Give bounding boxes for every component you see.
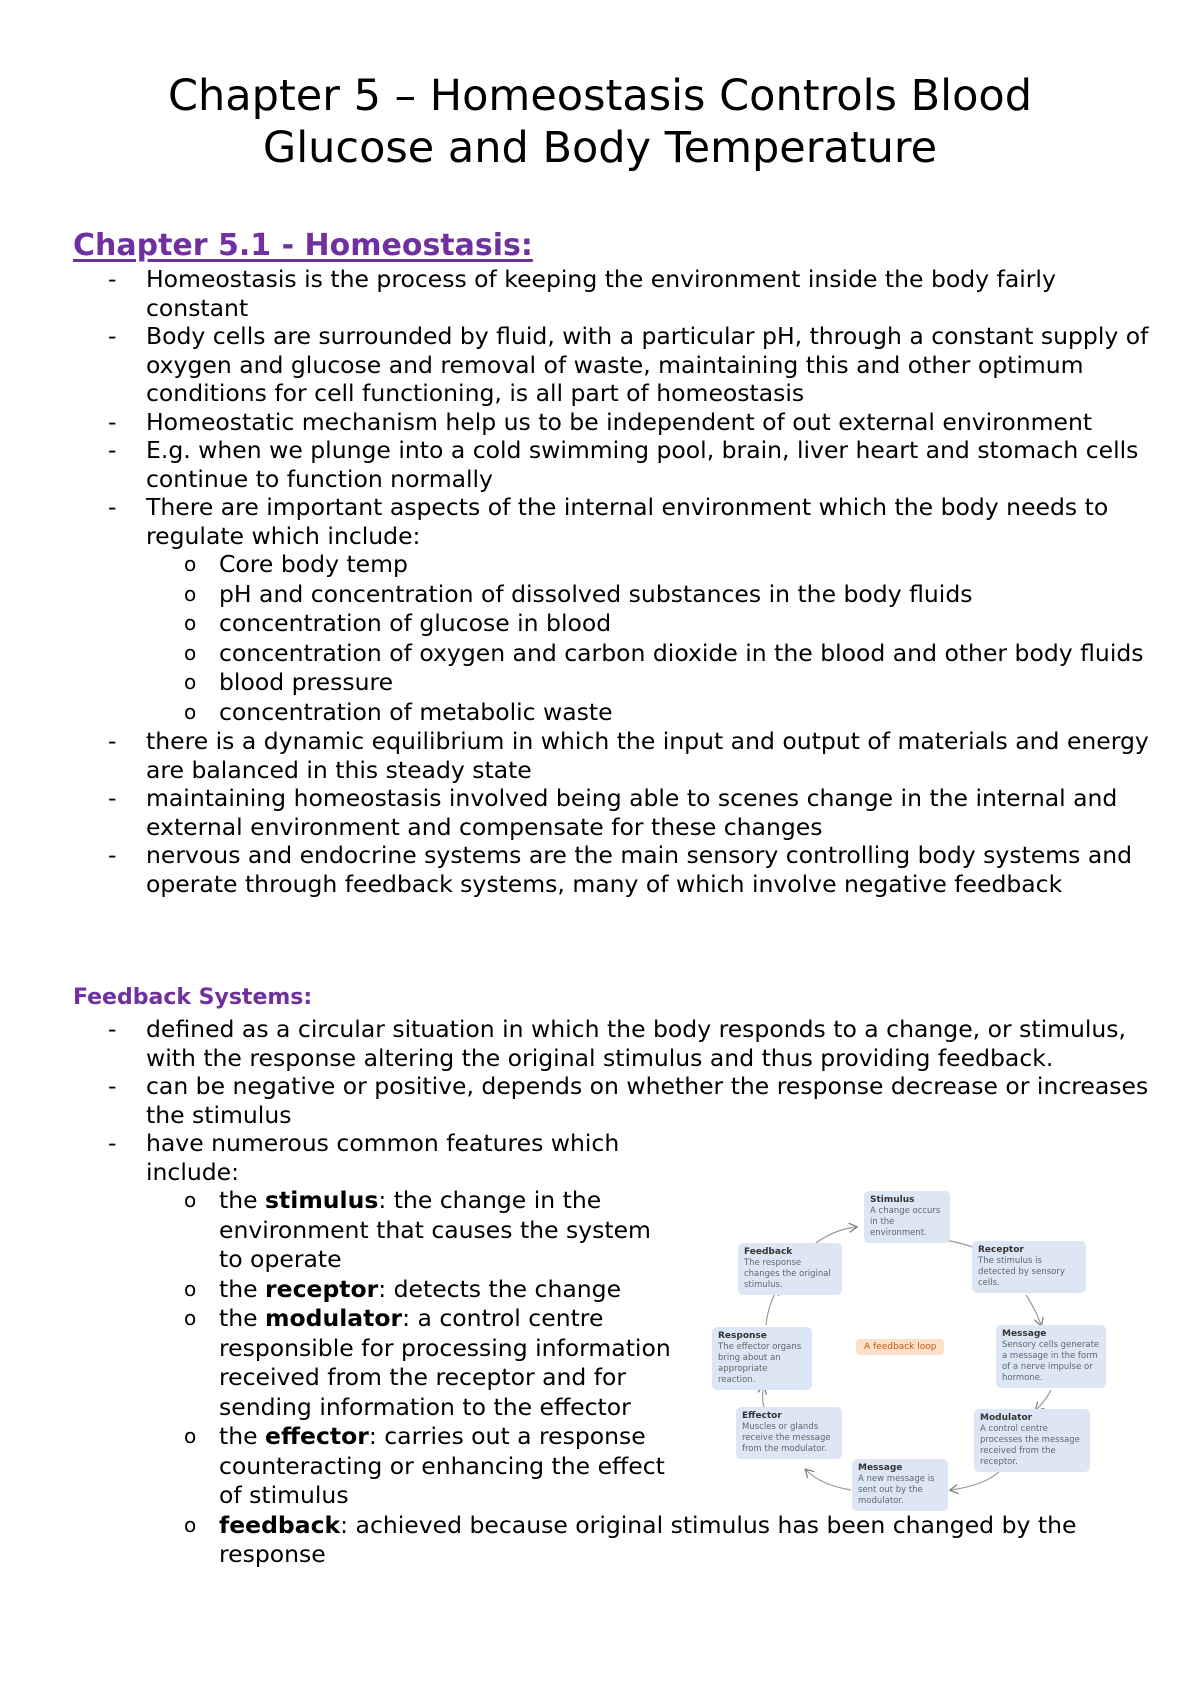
node-description: A change occurs in the environment. xyxy=(870,1206,941,1238)
node-title: Message xyxy=(858,1463,903,1473)
title-line-2: Glucose and Body Temperature xyxy=(262,123,938,173)
feedback-loop-diagram xyxy=(706,1185,1106,1515)
arrow-message-effector xyxy=(806,1470,851,1490)
node-description: Muscles or glands receive the message from the modulator. xyxy=(742,1422,831,1454)
feature-term: feedback xyxy=(219,1510,341,1539)
title-line-1: Chapter 5 – Homeostasis Controls Blood xyxy=(168,71,1032,121)
sub-list-item: o blood pressure xyxy=(146,668,1160,698)
list-item xyxy=(0,493,1200,727)
node-title: Message xyxy=(1002,1329,1047,1339)
feature-description: : the change in the environment that causes the system to operate xyxy=(219,1186,651,1273)
list-item-text: - have numerous common features which include: xyxy=(146,1129,620,1186)
list-item: - Homeostatic mechanism help us to be independent of out external environment xyxy=(0,408,1200,437)
feature-description: : a control centre responsible for processing information received from the receptor and for sending information to the effector xyxy=(219,1304,671,1421)
node-title: Effector xyxy=(742,1411,782,1421)
diagram-node-receptor xyxy=(972,1241,1086,1293)
feature-term: receptor xyxy=(265,1274,379,1303)
sub-list-item: o pH and concentration of dissolved substances in the body fluids xyxy=(146,580,1160,610)
node-description: A new message is sent out by the modulator. xyxy=(858,1474,935,1506)
list-item: - Body cells are surrounded by fluid, with a particular pH, through a constant supply of oxygen and glucose and removal of waste, maintaining this and other optimum conditions for cell functioning, is all part of homeostasis xyxy=(0,322,1200,408)
node-description: Sensory cells generate a message in the form of a nerve impulse or hormone. xyxy=(1002,1340,1100,1383)
diagram-node-stimulus xyxy=(864,1191,950,1243)
list-item: - Homeostasis is the process of keeping the environment inside the body fairly constant xyxy=(0,265,1200,322)
arrow-receptor-message xyxy=(1026,1295,1041,1325)
node-title: Stimulus xyxy=(870,1195,915,1205)
node-description: A control centre processes the message received from the receptor. xyxy=(980,1424,1080,1467)
feature-prefix: the xyxy=(219,1422,266,1450)
node-title: Receptor xyxy=(978,1245,1024,1255)
homeostasis-list xyxy=(0,265,1200,898)
node-title: Response xyxy=(718,1331,767,1341)
feature-description: : detects the change xyxy=(378,1274,622,1303)
feature-term: effector xyxy=(265,1422,369,1450)
node-title: Modulator xyxy=(980,1413,1033,1423)
feature-term: modulator xyxy=(265,1304,403,1332)
node-description: The stimulus is detected by sensory cells. xyxy=(978,1256,1065,1288)
list-item: - maintaining homeostasis involved being able to scenes change in the internal and external environment and compensate for these changes xyxy=(0,784,1200,841)
diagram-node-feedback xyxy=(738,1243,842,1295)
diagram-node-message-2 xyxy=(852,1459,948,1511)
list-item-text: There are important aspects of the internal environment which the body needs to regulate which include: xyxy=(146,493,1109,550)
sub-list-item xyxy=(146,1511,1160,1570)
node-description: The effector organs bring about an appropriate reaction. xyxy=(718,1342,802,1385)
regulated-aspects-list xyxy=(146,550,1160,727)
list-item: - can be negative or positive, depends on whether the response decrease or increases the stimulus xyxy=(0,1072,1200,1129)
list-item: - defined as a circular situation in which the body responds to a change, or stimulus, with the response altering the original stimulus and thus providing feedback. xyxy=(0,1015,1200,1072)
diagram-center-label: A feedback loop xyxy=(856,1339,944,1355)
document-title xyxy=(0,70,1200,174)
list-item: - nervous and endocrine systems are the main sensory controlling body systems and operate through feedback systems, many of which involve negative feedback xyxy=(0,841,1200,898)
section-heading-feedback-systems: Feedback Systems: xyxy=(73,985,313,1010)
section-heading-homeostasis: Chapter 5.1 - Homeostasis: xyxy=(73,228,533,263)
arrow-effector-response xyxy=(763,1387,765,1407)
list-item: - there is a dynamic equilibrium in which the input and output of materials and energy are balanced in this steady state xyxy=(0,727,1200,784)
sub-list-item: o concentration of metabolic waste xyxy=(146,698,1160,728)
arrow-modulator-message xyxy=(951,1470,1001,1490)
feature-description: : carries out a response counteracting or enhancing the effect of stimulus xyxy=(219,1422,665,1509)
sub-list-item: o Core body temp xyxy=(146,550,1160,580)
feature-prefix: the xyxy=(219,1304,266,1332)
diagram-node-response xyxy=(712,1327,812,1390)
diagram-node-message-1 xyxy=(996,1325,1106,1388)
diagram-node-effector xyxy=(736,1407,842,1459)
feature-prefix: the xyxy=(219,1186,266,1214)
sub-list-item: o concentration of glucose in blood xyxy=(146,609,1160,639)
arrow-message-modulator xyxy=(1036,1390,1051,1410)
list-item: - E.g. when we plunge into a cold swimming pool, brain, liver heart and stomach cells continue to function normally xyxy=(0,436,1200,493)
diagram-node-modulator xyxy=(974,1409,1090,1472)
node-description: The response changes the original stimulus. xyxy=(744,1258,831,1290)
node-title: Feedback xyxy=(744,1247,793,1257)
feature-term: stimulus xyxy=(265,1186,379,1214)
feature-prefix: the xyxy=(219,1274,266,1303)
feature-description: : achieved because original stimulus has been changed by the response xyxy=(219,1510,1077,1568)
sub-list-item: o concentration of oxygen and carbon dioxide in the blood and other body fluids xyxy=(146,639,1160,669)
